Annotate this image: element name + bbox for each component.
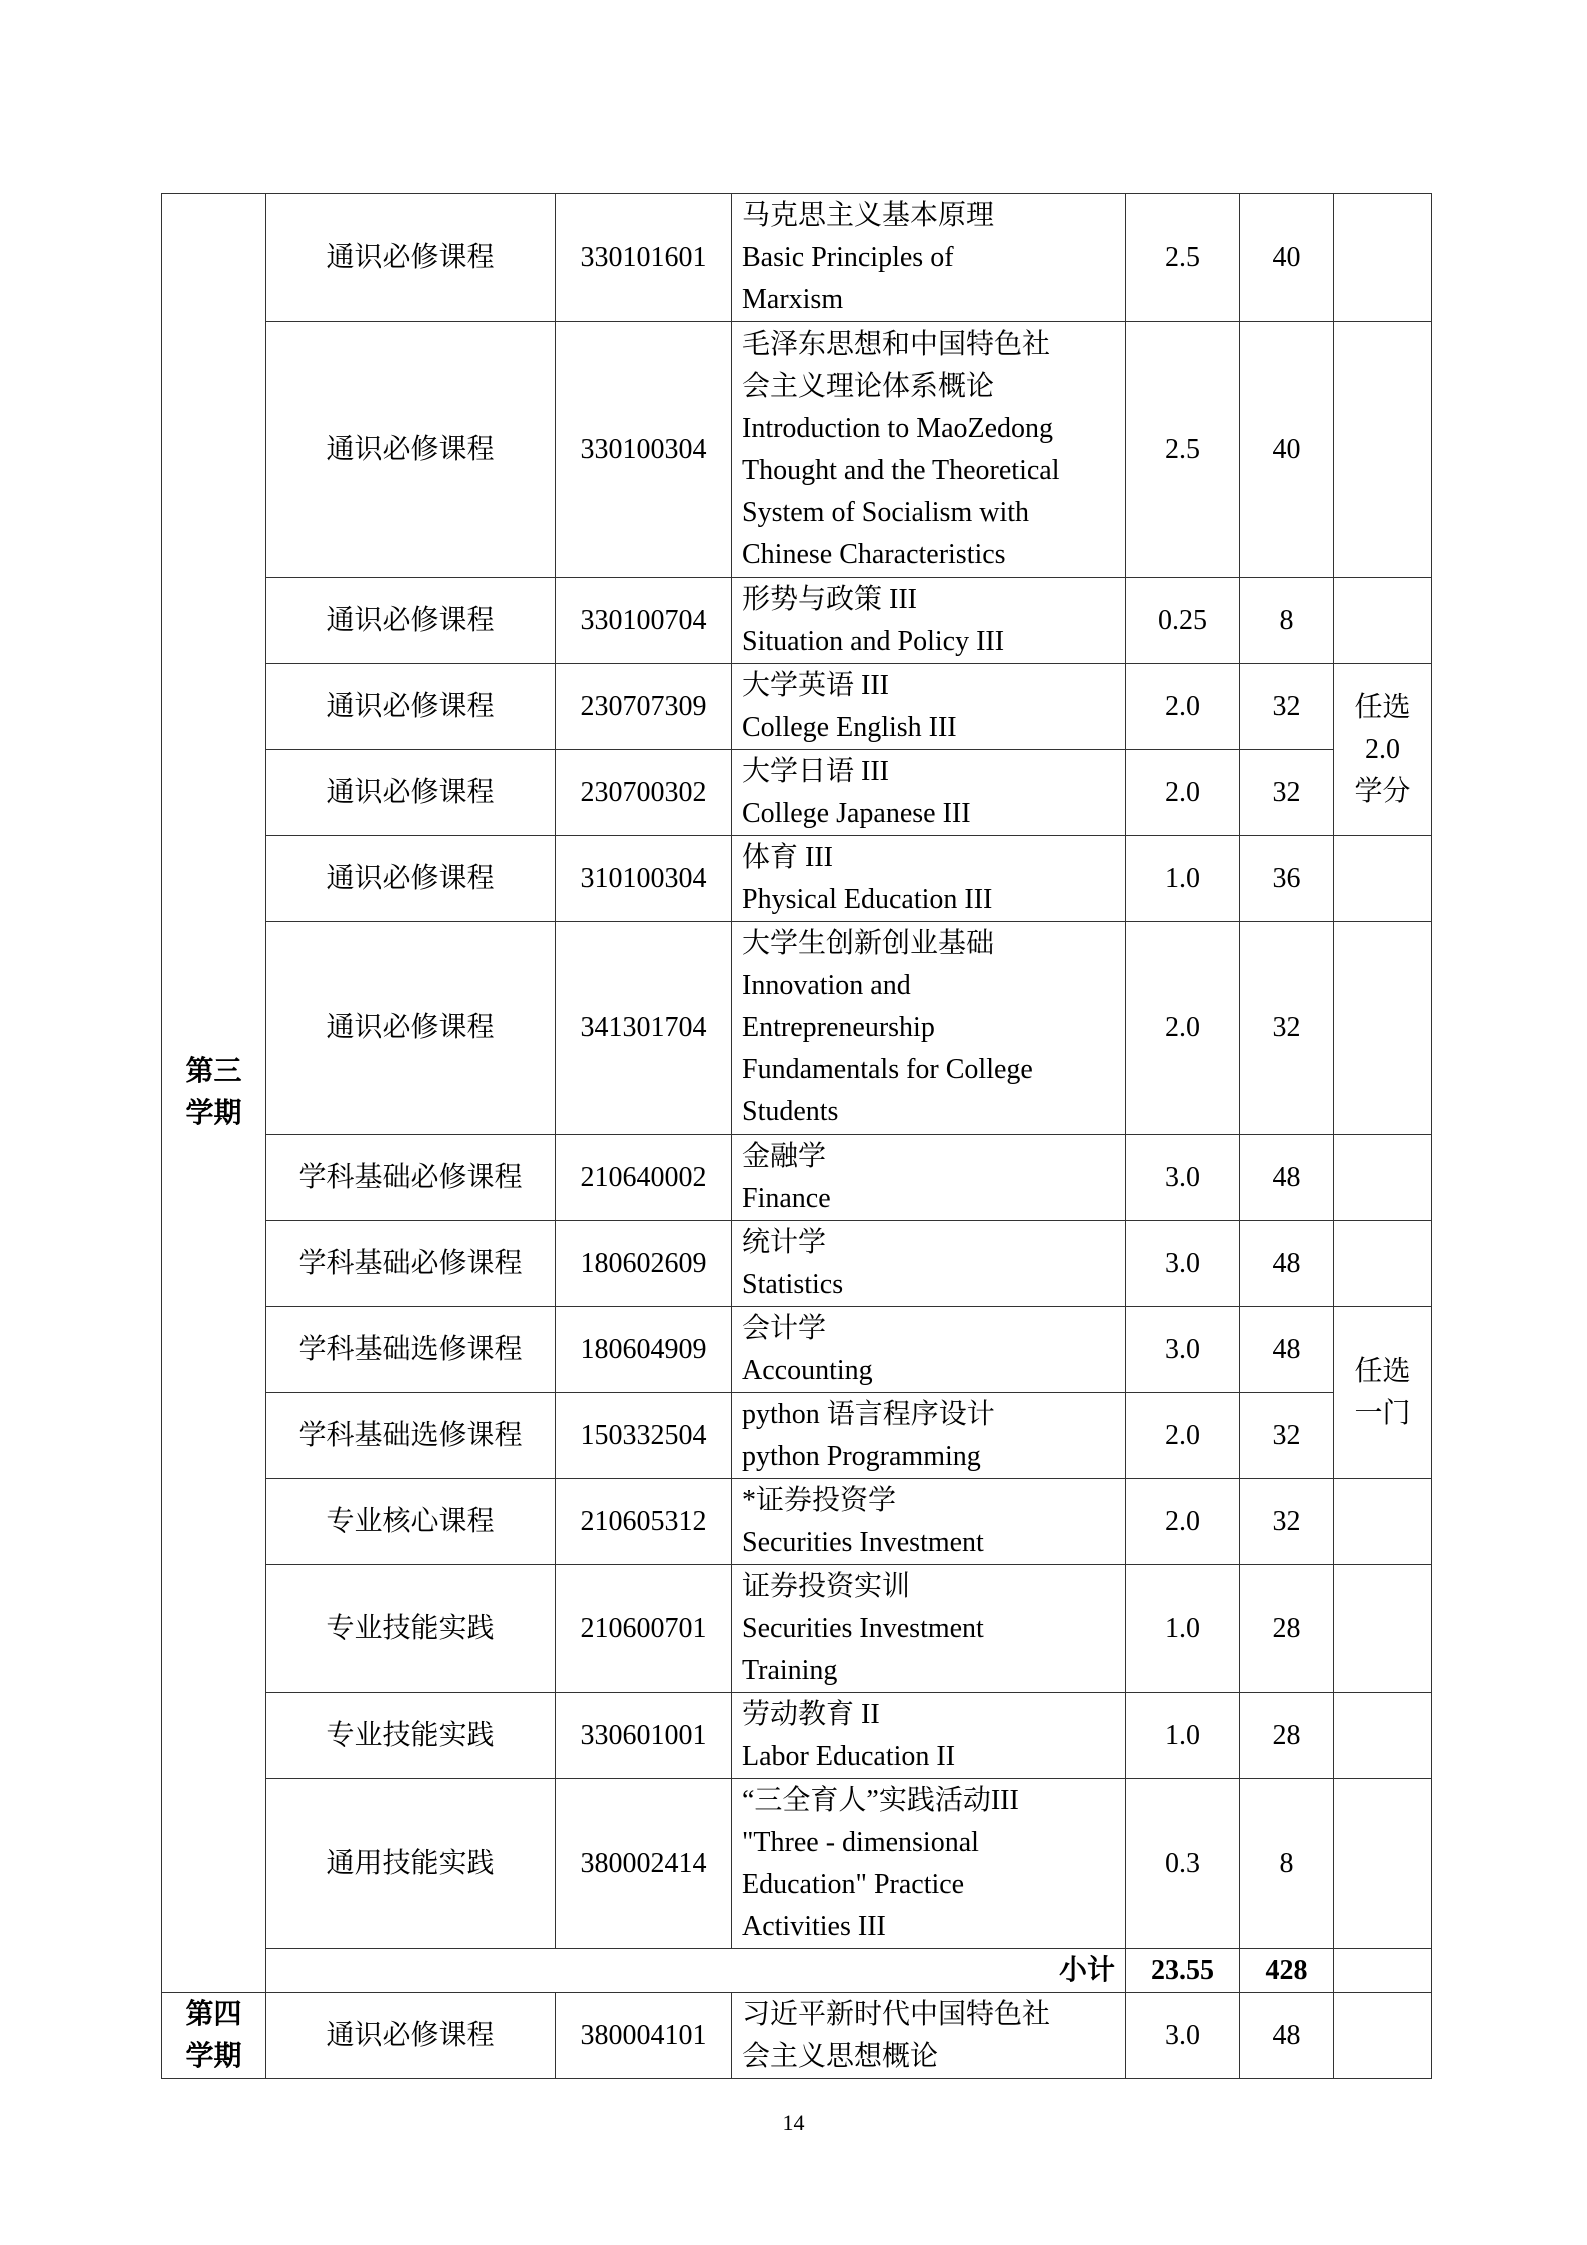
text-line: 劳动教育 II [742, 1698, 880, 1730]
course-row [162, 194, 1432, 322]
course-name [732, 664, 1126, 750]
course-category: 通识必修课程 [266, 836, 556, 922]
course-category: 通识必修课程 [266, 1993, 556, 2079]
text-line: 马克思主义基本原理 [742, 199, 995, 231]
course-hours: 8 [1240, 1779, 1334, 1949]
text-line: Training [742, 1654, 838, 1686]
course-row [162, 578, 1432, 664]
note-cell [1334, 578, 1432, 664]
text-line: 大学日语 III [742, 755, 889, 787]
course-name [732, 750, 1126, 836]
text-line: 会计学 [742, 1312, 827, 1344]
elective-note [1334, 664, 1432, 836]
course-category: 通识必修课程 [266, 194, 556, 322]
course-name [732, 1993, 1126, 2079]
course-credit: 2.0 [1126, 664, 1240, 750]
course-credit: 1.0 [1126, 1565, 1240, 1693]
course-credit: 2.0 [1126, 1393, 1240, 1479]
course-hours: 40 [1240, 194, 1334, 322]
text-line: Innovation and [742, 970, 911, 1001]
text-line: python 语言程序设计 [742, 1398, 995, 1430]
text-line: 毛泽东思想和中国特色社 [742, 328, 1051, 360]
text-line: College Japanese III [742, 797, 971, 829]
course-hours: 28 [1240, 1693, 1334, 1779]
text-line: Basic Principles of [742, 241, 954, 273]
course-hours: 32 [1240, 750, 1334, 836]
text-line: 学期 [185, 1098, 242, 1129]
course-credit: 3.0 [1126, 1135, 1240, 1221]
text-line: College English III [742, 711, 957, 743]
course-row [162, 1221, 1432, 1307]
course-code: 341301704 [556, 922, 732, 1135]
course-name [732, 1135, 1126, 1221]
subtotal-hours: 428 [1240, 1949, 1334, 1993]
course-hours: 36 [1240, 836, 1334, 922]
text-line: "Three - dimensional [742, 1826, 979, 1858]
note-cell [1334, 836, 1432, 922]
course-hours: 32 [1240, 1393, 1334, 1479]
course-credit: 2.0 [1126, 1479, 1240, 1565]
course-credit: 1.0 [1126, 1693, 1240, 1779]
subtotal-credit: 23.55 [1126, 1949, 1240, 1993]
text-line: Thought and the Theoretical [742, 454, 1060, 486]
text-line: Physical Education III [742, 883, 993, 915]
course-name [732, 922, 1126, 1135]
course-schedule-table [161, 193, 1432, 2079]
course-category: 学科基础必修课程 [266, 1221, 556, 1307]
course-hours: 48 [1240, 1307, 1334, 1393]
course-name [732, 1693, 1126, 1779]
text-line: Securities Investment [742, 1612, 984, 1644]
course-code: 180602609 [556, 1221, 732, 1307]
course-code: 210640002 [556, 1135, 732, 1221]
course-category: 学科基础必修课程 [266, 1135, 556, 1221]
course-category: 学科基础选修课程 [266, 1307, 556, 1393]
course-credit: 3.0 [1126, 1221, 1240, 1307]
course-hours: 48 [1240, 1993, 1334, 2079]
course-category: 学科基础选修课程 [266, 1393, 556, 1479]
course-hours: 8 [1240, 578, 1334, 664]
text-line: “三全育人”实践活动III [742, 1784, 1019, 1816]
course-credit: 0.25 [1126, 578, 1240, 664]
semester-cell [162, 1993, 266, 2079]
text-line: 第三 [185, 1056, 242, 1087]
course-row [162, 836, 1432, 922]
course-code: 330601001 [556, 1693, 732, 1779]
course-name [732, 578, 1126, 664]
course-category: 通识必修课程 [266, 578, 556, 664]
course-code: 330101601 [556, 194, 732, 322]
course-name [732, 194, 1126, 322]
course-code: 330100704 [556, 578, 732, 664]
text-line: Labor Education II [742, 1740, 956, 1772]
course-category: 通识必修课程 [266, 322, 556, 578]
course-credit: 2.0 [1126, 750, 1240, 836]
note-cell [1334, 1479, 1432, 1565]
elective-note [1334, 1307, 1432, 1479]
course-credit: 2.5 [1126, 194, 1240, 322]
note-cell [1334, 1565, 1432, 1693]
course-code: 210600701 [556, 1565, 732, 1693]
course-hours: 32 [1240, 922, 1334, 1135]
text-line: python Programming [742, 1440, 981, 1472]
course-hours: 32 [1240, 1479, 1334, 1565]
course-row [162, 1479, 1432, 1565]
text-line: Situation and Policy III [742, 625, 1005, 657]
course-code: 380004101 [556, 1993, 732, 2079]
text-line: 大学生创新创业基础 [742, 928, 995, 959]
text-line: 会主义思想概论 [742, 2040, 939, 2072]
text-line: System of Socialism with [742, 496, 1029, 528]
course-credit: 3.0 [1126, 1993, 1240, 2079]
course-hours: 48 [1240, 1135, 1334, 1221]
course-name [732, 1307, 1126, 1393]
text-line: Chinese Characteristics [742, 538, 1006, 570]
course-code: 310100304 [556, 836, 732, 922]
text-line: 任选 [1354, 1355, 1411, 1387]
note-cell [1334, 1693, 1432, 1779]
course-category: 专业技能实践 [266, 1565, 556, 1693]
subtotal-label: 小计 [266, 1949, 1126, 1993]
text-line: 金融学 [742, 1140, 827, 1172]
text-line: 2.0 [1365, 733, 1400, 765]
text-line: 任选 [1354, 691, 1411, 723]
course-code: 230707309 [556, 664, 732, 750]
note-cell [1334, 1779, 1432, 1949]
subtotal-row [162, 1949, 1432, 1993]
course-row [162, 1135, 1432, 1221]
text-line: Education" Practice [742, 1868, 965, 1900]
course-category: 通识必修课程 [266, 664, 556, 750]
course-credit: 2.5 [1126, 322, 1240, 578]
course-row [162, 750, 1432, 836]
course-hours: 28 [1240, 1565, 1334, 1693]
course-name [732, 1565, 1126, 1693]
course-credit: 0.3 [1126, 1779, 1240, 1949]
course-category: 专业核心课程 [266, 1479, 556, 1565]
course-name [732, 1221, 1126, 1307]
course-code: 150332504 [556, 1393, 732, 1479]
course-code: 380002414 [556, 1779, 732, 1949]
text-line: 习近平新时代中国特色社 [742, 1998, 1051, 2030]
course-credit: 2.0 [1126, 922, 1240, 1135]
course-row [162, 1693, 1432, 1779]
text-line: 会主义理论体系概论 [742, 370, 995, 402]
text-line: 一门 [1354, 1397, 1411, 1429]
course-row [162, 1565, 1432, 1693]
course-hours: 48 [1240, 1221, 1334, 1307]
course-name [732, 1479, 1126, 1565]
course-code: 210605312 [556, 1479, 732, 1565]
text-line: Introduction to MaoZedong [742, 412, 1054, 444]
text-line: Finance [742, 1182, 831, 1214]
text-line: 证券投资实训 [742, 1570, 911, 1602]
text-line: Accounting [742, 1354, 873, 1386]
note-cell [1334, 1993, 1432, 2079]
course-name [732, 322, 1126, 578]
text-line: Students [742, 1096, 839, 1127]
course-row [162, 1307, 1432, 1393]
text-line: 学期 [185, 2040, 242, 2072]
text-line: Fundamentals for College [742, 1054, 1033, 1085]
course-name [732, 836, 1126, 922]
text-line: 体育 III [742, 841, 833, 873]
page-number: 14 [782, 2110, 805, 2135]
text-line: *证券投资学 [742, 1484, 897, 1516]
semester-cell [162, 194, 266, 1993]
course-row [162, 322, 1432, 578]
note-cell [1334, 1135, 1432, 1221]
course-category: 专业技能实践 [266, 1693, 556, 1779]
text-line: 大学英语 III [742, 669, 889, 701]
course-row [162, 1393, 1432, 1479]
course-row [162, 1993, 1432, 2079]
course-category: 通识必修课程 [266, 750, 556, 836]
text-line: Marxism [742, 283, 844, 315]
course-credit: 3.0 [1126, 1307, 1240, 1393]
course-name [732, 1393, 1126, 1479]
text-line: 第四 [185, 1998, 242, 2030]
note-cell [1334, 922, 1432, 1135]
table-body [162, 194, 1432, 2079]
course-hours: 32 [1240, 664, 1334, 750]
course-code: 330100304 [556, 322, 732, 578]
course-code: 180604909 [556, 1307, 732, 1393]
course-code: 230700302 [556, 750, 732, 836]
course-name [732, 1779, 1126, 1949]
text-line: Securities Investment [742, 1526, 984, 1558]
note-cell [1334, 194, 1432, 322]
course-row [162, 922, 1432, 1135]
course-hours: 40 [1240, 322, 1334, 578]
course-row [162, 664, 1432, 750]
note-cell [1334, 322, 1432, 578]
text-line: Statistics [742, 1268, 844, 1300]
note-cell [1334, 1221, 1432, 1307]
course-category: 通用技能实践 [266, 1779, 556, 1949]
text-line: 统计学 [742, 1226, 827, 1258]
course-category: 通识必修课程 [266, 922, 556, 1135]
text-line: Entrepreneurship [742, 1012, 935, 1043]
text-line: 学分 [1354, 775, 1411, 807]
course-credit: 1.0 [1126, 836, 1240, 922]
text-line: 形势与政策 III [742, 583, 917, 615]
course-row [162, 1779, 1432, 1949]
text-line: Activities III [742, 1910, 886, 1942]
note-cell [1334, 1949, 1432, 1993]
